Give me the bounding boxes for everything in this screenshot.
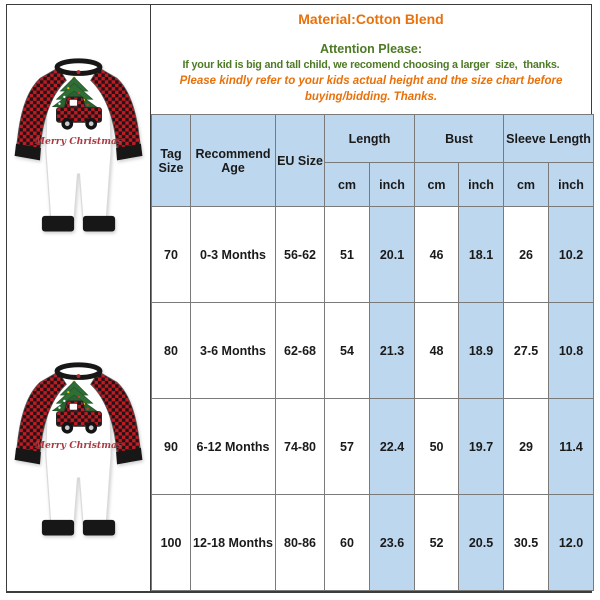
cell-recommend-age: 3-6 Months — [191, 303, 276, 399]
cell-length-cm: 51 — [325, 207, 370, 303]
cell-bust-inch: 20.5 — [459, 495, 504, 591]
col-header-recommend-age: Recommend Age — [191, 115, 276, 207]
cell-bust-inch: 18.9 — [459, 303, 504, 399]
cell-length-cm: 57 — [325, 399, 370, 495]
unit-header-length-cm: cm — [325, 163, 370, 207]
size-row-80 — [152, 303, 594, 399]
merry-christmas-script: Merry Christmas — [34, 136, 123, 148]
cell-bust-cm: 50 — [415, 399, 459, 495]
product-photo-bottom — [12, 357, 145, 557]
material-text: Material:Cotton Blend — [298, 11, 444, 27]
cell-bust-cm: 46 — [415, 207, 459, 303]
cell-sleeve-cm: 30.5 — [504, 495, 549, 591]
table-group-header-row — [152, 115, 594, 163]
unit-header-sleeve-cm: cm — [504, 163, 549, 207]
col-header-eu-size: EU Size — [276, 115, 325, 207]
cell-tag-size: 90 — [152, 399, 191, 495]
cell-eu-size: 80-86 — [276, 495, 325, 591]
product-photo-top — [12, 53, 145, 253]
col-header-tag-size: Tag Size — [152, 115, 191, 207]
cell-sleeve-inch: 12.0 — [549, 495, 594, 591]
info-panel — [151, 5, 591, 591]
cell-sleeve-cm: 26 — [504, 207, 549, 303]
col-header-bust: Bust — [415, 115, 504, 163]
cell-bust-inch: 19.7 — [459, 399, 504, 495]
cell-bust-cm: 48 — [415, 303, 459, 399]
size-table — [151, 114, 594, 591]
cell-length-cm: 60 — [325, 495, 370, 591]
cell-tag-size: 80 — [152, 303, 191, 399]
cell-length-cm: 54 — [325, 303, 370, 399]
header-notes — [151, 5, 591, 114]
col-header-length: Length — [325, 115, 415, 163]
attention-title: Attention Please: — [319, 42, 423, 56]
cell-tag-size: 100 — [152, 495, 191, 591]
cell-length-inch: 20.1 — [370, 207, 415, 303]
product-image-panel — [7, 5, 151, 591]
cell-recommend-age: 0-3 Months — [191, 207, 276, 303]
size-row-70 — [152, 207, 594, 303]
cell-tag-size: 70 — [152, 207, 191, 303]
size-row-100 — [152, 495, 594, 591]
cell-bust-inch: 18.1 — [459, 207, 504, 303]
unit-header-length-inch: inch — [370, 163, 415, 207]
cell-eu-size: 56-62 — [276, 207, 325, 303]
unit-header-sleeve-inch: inch — [549, 163, 594, 207]
attention-line-3: buying/bidding. Thanks. — [304, 91, 438, 103]
merry-christmas-script: Merry Christmas — [34, 440, 123, 452]
unit-header-bust-inch: inch — [459, 163, 504, 207]
col-header-sleeve-length: Sleeve Length — [504, 115, 594, 163]
cell-bust-cm: 52 — [415, 495, 459, 591]
cell-recommend-age: 6-12 Months — [191, 399, 276, 495]
content-frame — [6, 4, 592, 593]
cell-sleeve-inch: 10.8 — [549, 303, 594, 399]
cell-length-inch: 22.4 — [370, 399, 415, 495]
cell-length-inch: 23.6 — [370, 495, 415, 591]
cell-eu-size: 74-80 — [276, 399, 325, 495]
cell-length-inch: 21.3 — [370, 303, 415, 399]
size-row-90 — [152, 399, 594, 495]
cell-sleeve-inch: 11.4 — [549, 399, 594, 495]
cell-recommend-age: 12-18 Months — [191, 495, 276, 591]
cell-sleeve-cm: 27.5 — [504, 303, 549, 399]
cell-sleeve-inch: 10.2 — [549, 207, 594, 303]
attention-line-2: Please kindly refer to your kids actual height and the size chart before — [179, 75, 563, 87]
attention-line-1: If your kid is big and tall child, we recomend choosing a larger size, thanks. — [182, 59, 560, 71]
cell-eu-size: 62-68 — [276, 303, 325, 399]
unit-header-bust-cm: cm — [415, 163, 459, 207]
cell-sleeve-cm: 29 — [504, 399, 549, 495]
